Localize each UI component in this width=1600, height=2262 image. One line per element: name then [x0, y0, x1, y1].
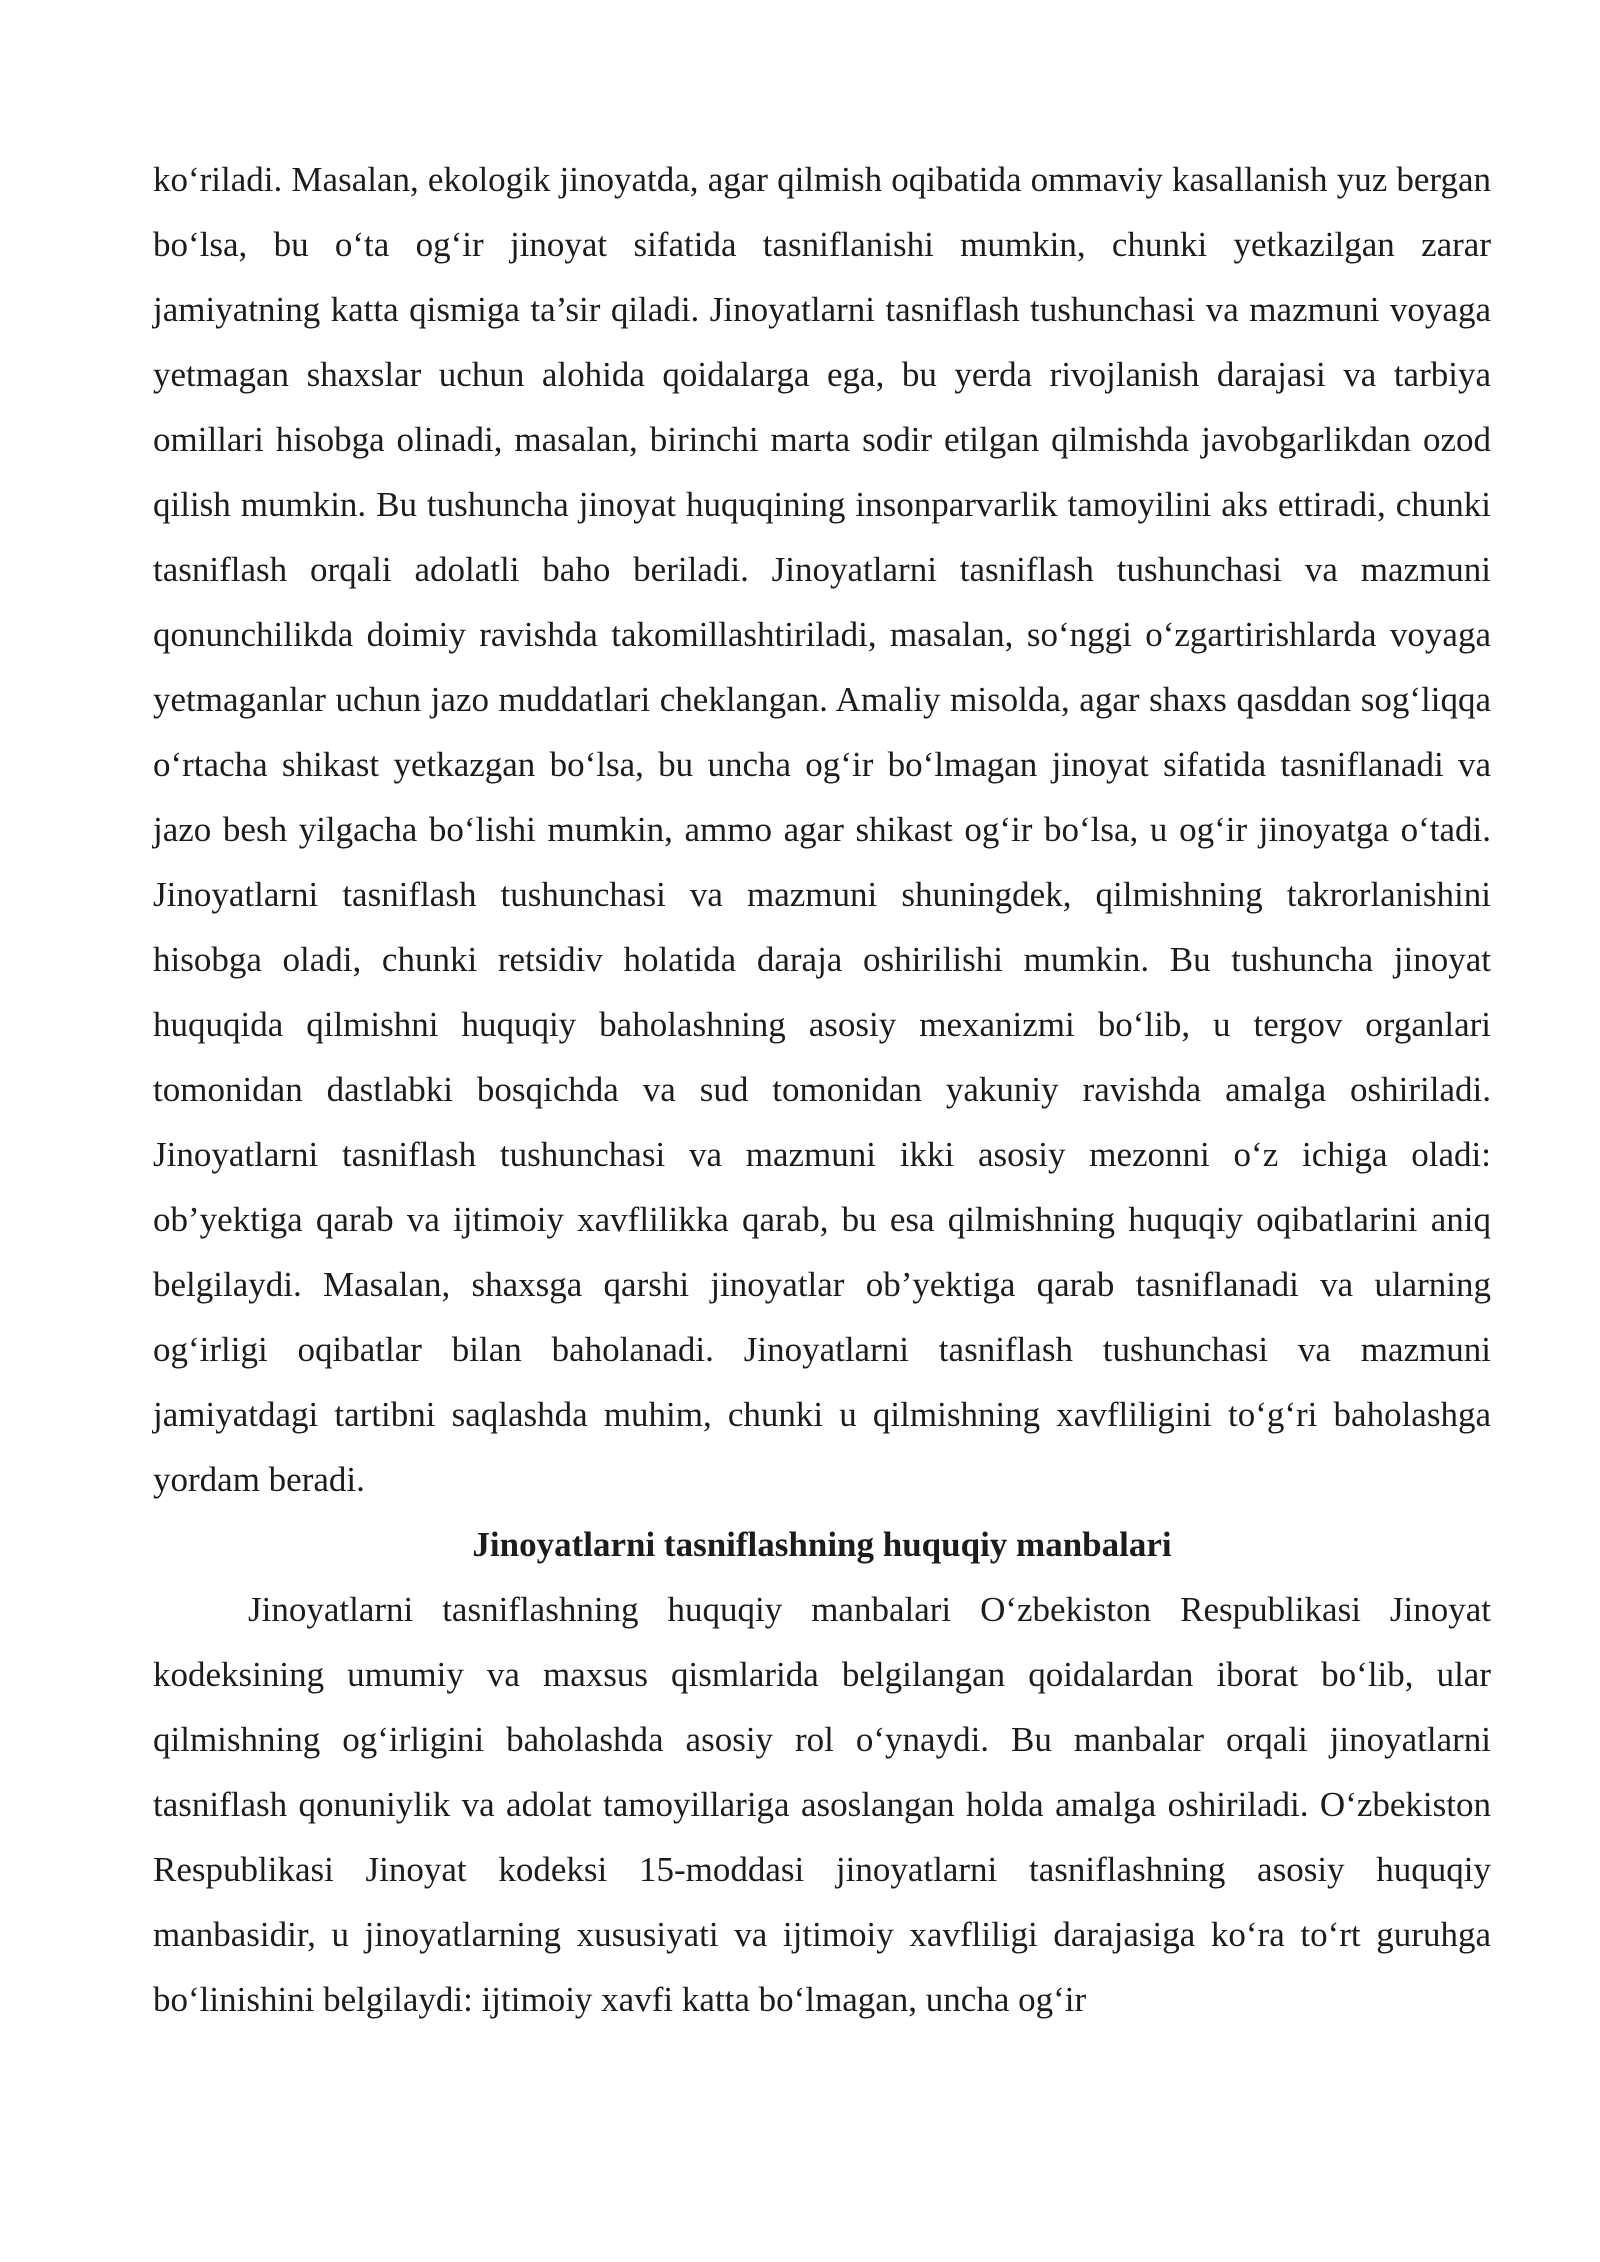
section-heading: Jinoyatlarni tasniflashning huquqiy manbalari — [472, 1525, 1172, 1564]
body-paragraph: Jinoyatlarni tasniflashning huquqiy manbalari O‘zbekiston Respublikasi Jinoyat kodeksining umumiy va maxsus qismlarida belgilangan qoidalardan iborat bo‘lib, ular qilmishning og‘irligini baholashda asosiy rol o‘ynaydi. Bu manbalar orqali jinoyatlarni tasniflash qonuniylik va adolat tamoyillariga asoslangan holda amalga oshiriladi. O‘zbekiston Respublikasi Jinoyat kodeksi 15-moddasi jinoyatlarni tasniflashning asosiy huquqiy manbasidir, u jinoyatlarning xususiyati va ijtimoiy xavfliligi darajasiga ko‘ra to‘rt guruhga bo‘linishini belgilaydi: ijtimoiy xavfi katta bo‘lmagan, uncha og‘ir — [153, 1590, 1491, 2019]
body-paragraph: ko‘riladi. Masalan, ekologik jinoyatda, agar qilmish oqibatida ommaviy kasallanish yuz bergan bo‘lsa, bu o‘ta og‘ir jinoyat sifatida tasniflanishi mumkin, chunki yetkazilgan zarar jamiyatning katta qismiga ta’sir qiladi. Jinoyatlarni tasniflash tushunchasi va mazmuni voyaga yetmagan shaxslar uchun alohida qoidalarga ega, bu yerda rivojlanish darajasi va tarbiya omillari hisobga olinadi, masalan, birinchi marta sodir etilgan qilmishda javobgarlikdan ozod qilish mumkin. Bu tushuncha jinoyat huquqining insonparvarlik tamoyilini aks ettiradi, chunki tasniflash orqali adolatli baho beriladi. Jinoyatlarni tasniflash tushunchasi va mazmuni qonunchilikda doimiy ravishda takomillashtiriladi, masalan, so‘nggi o‘zgartirishlarda voyaga yetmaganlar uchun jazo muddatlari cheklangan. Amaliy misolda, agar shaxs qasddan sog‘liqqa o‘rtacha shikast yetkazgan bo‘lsa, bu uncha og‘ir bo‘lmagan jinoyat sifatida tasniflanadi va jazo besh yilgacha bo‘lishi mumkin, ammo agar shikast og‘ir bo‘lsa, u og‘ir jinoyatga o‘tadi. Jinoyatlarni tasniflash tushunchasi va mazmuni shuningdek, qilmishning takrorlanishini hisobga oladi, chunki retsidiv holatida daraja oshirilishi mumkin. Bu tushuncha jinoyat huquqida qilmishni huquqiy baholashning asosiy mexanizmi bo‘lib, u tergov organlari tomonidan dastlabki bosqichda va sud tomonidan yakuniy ravishda amalga oshiriladi. Jinoyatlarni tasniflash tushunchasi va mazmuni ikki asosiy mezonni o‘z ichiga oladi: ob’yektiga qarab va ijtimoiy xavflilikka qarab, bu esa qilmishning huquqiy oqibatlarini aniq belgilaydi. Masalan, shaxsga qarshi jinoyatlar ob’yektiga qarab tasniflanadi va ularning og‘irligi oqibatlar bilan baholanadi. Jinoyatlarni tasniflash tushunchasi va mazmuni jamiyatdagi tartibni saqlashda muhim, chunki u qilmishning xavfliligini to‘g‘ri baholashga yordam beradi. — [153, 160, 1491, 1499]
document-page — [153, 147, 1491, 2032]
